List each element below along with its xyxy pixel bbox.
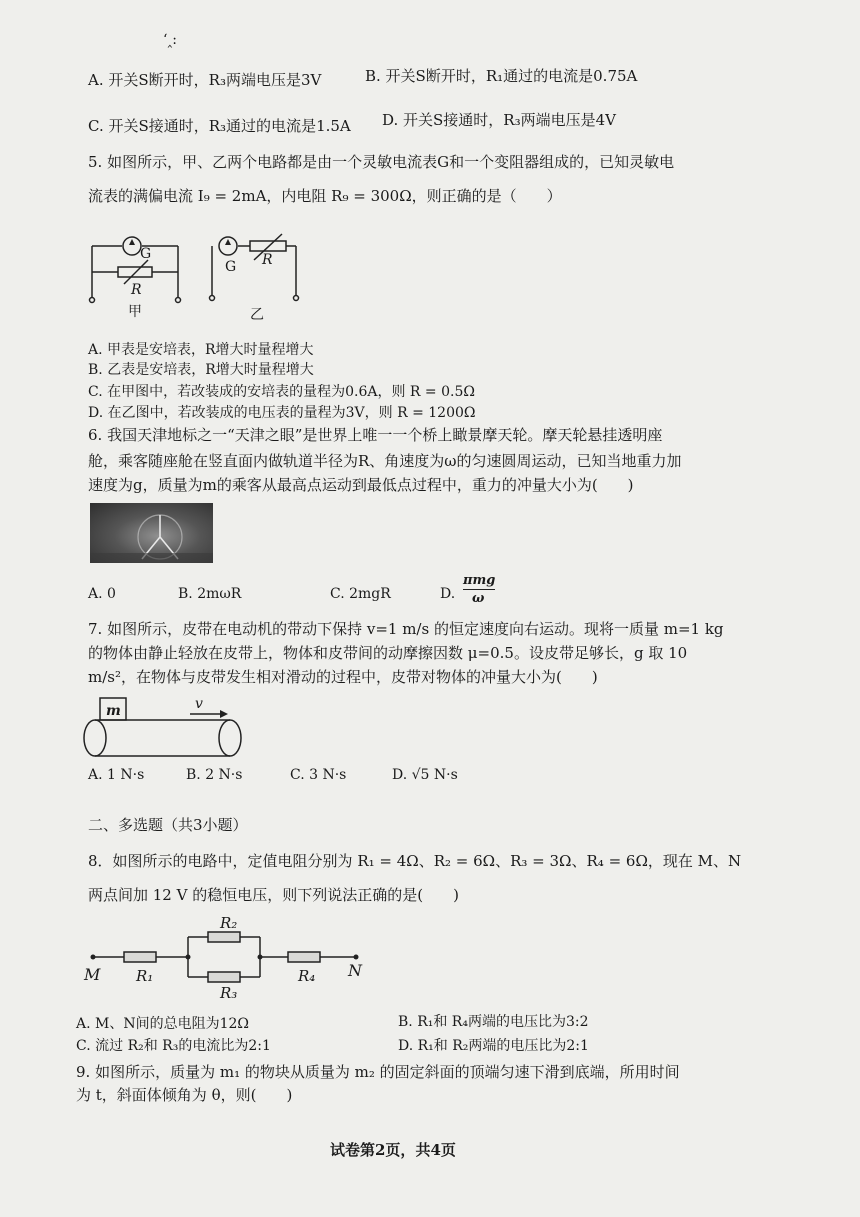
q8-option-a: A. M、N间的总电阻为12Ω — [76, 1016, 250, 1032]
q5-option-c: C. 在甲图中，若改装成的安培表的量程为0.6A，则 R = 0.5Ω — [88, 384, 475, 400]
q8-node-m: M — [84, 965, 101, 984]
q8-node-n: N — [348, 961, 362, 980]
q8-stem-line1: 8．如图所示的电路中，定值电阻分别为 R₁ = 4Ω、R₂ = 6Ω、R₃ = 3Ω、R₄ = 6Ω，现在 M、N — [88, 852, 742, 870]
q8-r2-label: R₂ — [220, 914, 238, 932]
q8-option-c: C. 流过 R₂和 R₃的电流比为2:1 — [76, 1038, 271, 1054]
q5-option-d: D. 在乙图中，若改装成的电压表的量程为3V，则 R = 1200Ω — [88, 405, 476, 421]
page-footer: 试卷第2页，共4页 — [330, 1141, 456, 1159]
q8-option-d: D. R₁和 R₂两端的电压比为2:1 — [398, 1038, 589, 1054]
q6-option-a: A. 0 — [88, 586, 116, 602]
q5-option-b: B. 乙表是安培表，R增大时量程增大 — [88, 362, 314, 378]
q8-r3-label: R₃ — [220, 984, 238, 1002]
q5-r-label-right: R — [262, 252, 273, 268]
ferris-wheel-shape — [90, 503, 213, 563]
q6-option-d-denominator: ω — [472, 591, 485, 606]
q6-stem-line3: 速度为g，质量为m的乘客从最高点运动到最低点过程中，重力的冲量大小为( ) — [88, 476, 634, 494]
q5-caption-jia: 甲 — [128, 304, 142, 320]
q6-stem-line1: 6. 我国天津地标之一“天津之眼”是世界上唯一一个桥上瞰景摩天轮。摩天轮悬挂透明座 — [88, 426, 663, 444]
q5-g-label-right: G — [225, 259, 237, 275]
q4-option-c: C. 开关S接通时，R₃通过的电流是1.5A — [88, 117, 351, 135]
circuit-yi — [210, 234, 299, 301]
q5-caption-yi: 乙 — [250, 307, 264, 323]
q7-option-a: A. 1 N·s — [88, 767, 145, 783]
section-multiple-choice-heading: 二、多选题（共3小题） — [88, 816, 248, 834]
q8-r1-label: R₁ — [136, 967, 154, 985]
q9-stem-line1: 9. 如图所示，质量为 m₁ 的物块从质量为 m₂ 的固定斜面的顶端匀速下滑到底端，所用时间 — [76, 1063, 680, 1081]
q6-option-d-numerator: πmg — [463, 573, 496, 588]
q5-r-label-left: R — [131, 282, 142, 298]
q5-circuit-figure — [80, 232, 310, 322]
q7-option-d: D. √5 N·s — [392, 767, 458, 783]
q7-stem-line2: 的物体由静止轻放在皮带上，物体和皮带间的动摩擦因数 μ=0.5。设皮带足够长，g 取 10 — [88, 644, 688, 662]
q5-stem-line1: 5. 如图所示，甲、乙两个电路都是由一个灵敏电流表G和一个变阻器组成的，已知灵敏电 — [88, 153, 675, 171]
q5-g-label-left: G — [140, 246, 152, 262]
q7-option-c: C. 3 N·s — [290, 767, 347, 783]
q6-option-b: B. 2mωR — [178, 586, 242, 602]
q7-stem-line3: m/s²，在物体与皮带发生相对滑动的过程中，皮带对物体的冲量大小为( ) — [88, 668, 598, 686]
q4-option-a: A. 开关S断开时，R₃两端电压是3V — [88, 71, 322, 89]
header-mark: ‘‸: — [163, 32, 177, 48]
q4-option-d: D. 开关S接通时，R₃两端电压是4V — [382, 111, 616, 129]
q8-r4-label: R₄ — [298, 967, 316, 985]
q7-option-b: B. 2 N·s — [186, 767, 243, 783]
q6-option-d-prefix: D. — [440, 586, 456, 602]
q9-stem-line2: 为 t，斜面体倾角为 θ，则( ) — [76, 1086, 293, 1104]
q8-option-b: B. R₁和 R₄两端的电压比为3:2 — [398, 1014, 589, 1030]
q8-stem-line2: 两点间加 12 V 的稳恒电压，则下列说法正确的是( ) — [88, 886, 459, 904]
q6-stem-line2: 舱，乘客随座舱在竖直面内做轨道半径为R、角速度为ω的匀速圆周运动，已知当地重力加 — [88, 452, 682, 470]
q7-block-label: m — [106, 703, 121, 719]
q6-option-c: C. 2mgR — [330, 586, 391, 602]
q4-option-b: B. 开关S断开时，R₁通过的电流是0.75A — [365, 67, 638, 85]
q7-velocity-label: v — [195, 696, 203, 712]
q5-stem-line2: 流表的满偏电流 I₉ = 2mA，内电阻 R₉ = 300Ω，则正确的是（ ） — [88, 187, 562, 205]
q5-option-a: A. 甲表是安培表，R增大时量程增大 — [88, 342, 314, 358]
q7-stem-line1: 7. 如图所示，皮带在电动机的带动下保持 v=1 m/s 的恒定速度向右运动。现将一质量 m=1 kg — [88, 620, 724, 638]
tianjin-eye-photo — [90, 503, 213, 563]
